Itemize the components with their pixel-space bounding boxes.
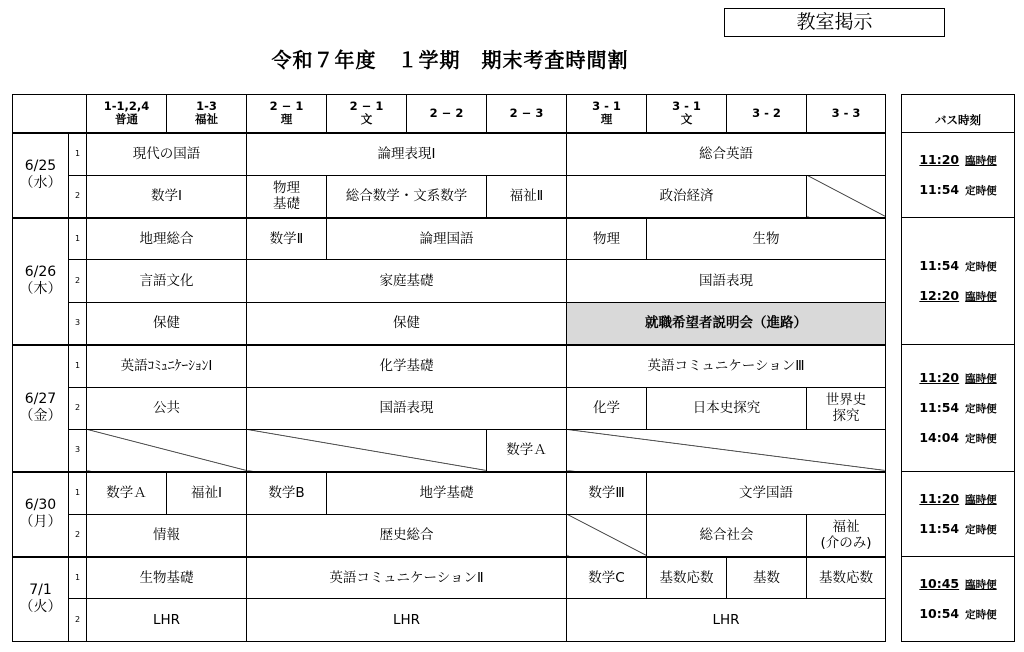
exam-subject: 政治経済	[567, 175, 807, 217]
exam-subject: 数学B	[247, 472, 327, 514]
exam-subject: 基数応数	[807, 557, 886, 599]
exam-subject: 生物	[647, 218, 886, 260]
page-title: 令和７年度 １学期 期末考査時間割	[271, 48, 629, 72]
day-row	[13, 345, 886, 387]
exam-subject: 論理国語	[327, 218, 567, 260]
exam-subject: 日本史探究	[647, 387, 807, 429]
notice-label: 教室掲示	[724, 8, 945, 37]
header-class-3-2: 3 - 2	[727, 95, 807, 133]
exam-subject: 数学Ａ	[487, 429, 567, 471]
day-date: 7/1 （火）	[13, 557, 69, 642]
period-number: 1	[69, 472, 87, 514]
bus-header: バス時刻	[902, 95, 1015, 133]
day-date: 6/25 （水）	[13, 133, 69, 218]
exam-subject: 数学Ａ	[87, 472, 167, 514]
empty-slot	[567, 429, 886, 471]
exam-subject: 数学Ⅲ	[567, 472, 647, 514]
period-row	[13, 514, 886, 556]
bus-times-day	[902, 345, 1015, 472]
exam-subject: 論理表現Ⅰ	[247, 133, 567, 175]
career-briefing-event: 就職希望者説明会（進路）	[567, 302, 886, 344]
period-row	[13, 429, 886, 471]
period-number: 2	[69, 599, 87, 642]
day-row	[13, 557, 886, 599]
header-class-2-1-humanities: 2 − 1 文	[327, 95, 407, 133]
header-class-2-3: 2 − 3	[487, 95, 567, 133]
exam-subject: 数学Ⅰ	[87, 175, 247, 217]
exam-subject: 福祉Ⅰ	[167, 472, 247, 514]
bus-times-day	[902, 472, 1015, 557]
exam-subject: 情報	[87, 514, 247, 556]
period-number: 1	[69, 133, 87, 175]
empty-slot	[247, 429, 487, 471]
bus-time-entry: 11:54 定時便	[919, 521, 997, 537]
empty-slot	[567, 514, 647, 556]
exam-subject: 保健	[87, 302, 247, 344]
day-date: 6/26 （木）	[13, 218, 69, 345]
period-row	[13, 302, 886, 344]
period-number: 1	[69, 557, 87, 599]
bus-time-entry: 11:54 定時便	[919, 400, 997, 416]
period-number: 2	[69, 175, 87, 217]
period-row	[13, 175, 886, 217]
exam-subject: 物理	[567, 218, 647, 260]
exam-subject: 基数応数	[647, 557, 727, 599]
exam-subject: 生物基礎	[87, 557, 247, 599]
period-row	[13, 599, 886, 642]
day-date: 6/30 （月）	[13, 472, 69, 557]
header-class-1-3: 1-3 福祉	[167, 95, 247, 133]
exam-subject: 数学Ⅱ	[247, 218, 327, 260]
exam-subject: 福祉Ⅱ	[487, 175, 567, 217]
header-row	[13, 95, 886, 133]
bus-schedule	[901, 94, 1015, 642]
exam-timetable	[12, 94, 886, 642]
period-number: 3	[69, 429, 87, 471]
period-number: 1	[69, 218, 87, 260]
empty-slot	[87, 429, 247, 471]
header-class-3-1-science: 3 - 1 理	[567, 95, 647, 133]
period-number: 2	[69, 260, 87, 302]
exam-subject: 文学国語	[647, 472, 886, 514]
exam-subject: 言語文化	[87, 260, 247, 302]
bus-time-entry: 11:20 臨時便	[919, 370, 997, 386]
exam-subject: 化学	[567, 387, 647, 429]
header-class-2-2: 2 − 2	[407, 95, 487, 133]
bus-times-day	[902, 133, 1015, 218]
header-corner	[13, 95, 87, 133]
bus-times-day	[902, 218, 1015, 345]
period-row	[13, 387, 886, 429]
bus-time-entry: 10:54 定時便	[919, 606, 997, 622]
empty-slot	[807, 175, 886, 217]
exam-subject: 国語表現	[567, 260, 886, 302]
day-row	[13, 218, 886, 260]
exam-subject: 現代の国語	[87, 133, 247, 175]
exam-subject: 公共	[87, 387, 247, 429]
bus-time-entry: 14:04 定時便	[919, 430, 997, 446]
period-number: 2	[69, 514, 87, 556]
exam-subject: 保健	[247, 302, 567, 344]
day-row	[13, 472, 886, 514]
exam-subject: 英語コミュニケーションⅢ	[567, 345, 886, 387]
day-row	[13, 133, 886, 175]
exam-subject: 歴史総合	[247, 514, 567, 556]
period-number: 2	[69, 387, 87, 429]
bus-time-entry: 11:20 臨時便	[919, 491, 997, 507]
exam-subject: 基数	[727, 557, 807, 599]
exam-subject: 地理総合	[87, 218, 247, 260]
day-date: 6/27 （金）	[13, 345, 69, 472]
exam-subject: 総合社会	[647, 514, 807, 556]
exam-subject: 総合英語	[567, 133, 886, 175]
exam-subject: 家庭基礎	[247, 260, 567, 302]
bus-time-entry: 12:20 臨時便	[919, 288, 997, 304]
bus-times-day	[902, 557, 1015, 642]
header-class-3-1-humanities: 3 - 1 文	[647, 95, 727, 133]
exam-subject: LHR	[87, 599, 247, 642]
exam-subject: 世界史 探究	[807, 387, 886, 429]
exam-subject: 英語ｺﾐｭﾆｹｰｼｮﾝⅠ	[87, 345, 247, 387]
exam-subject: LHR	[567, 599, 886, 642]
bus-time-entry: 10:45 臨時便	[919, 576, 997, 592]
header-class-1-124: 1-1,2,4 普通	[87, 95, 167, 133]
exam-subject: LHR	[247, 599, 567, 642]
header-class-2-1-science: 2 − 1 理	[247, 95, 327, 133]
exam-subject: 国語表現	[247, 387, 567, 429]
period-row	[13, 260, 886, 302]
period-number: 1	[69, 345, 87, 387]
exam-subject: 数学C	[567, 557, 647, 599]
period-number: 3	[69, 302, 87, 344]
exam-subject: 総合数学・文系数学	[327, 175, 487, 217]
exam-subject: 化学基礎	[247, 345, 567, 387]
exam-subject: 英語コミュニケーションⅡ	[247, 557, 567, 599]
exam-subject: 福祉 (介のみ)	[807, 514, 886, 556]
bus-time-entry: 11:54 定時便	[919, 182, 997, 198]
exam-subject: 物理 基礎	[247, 175, 327, 217]
exam-subject: 地学基礎	[327, 472, 567, 514]
bus-time-entry: 11:54 定時便	[919, 258, 997, 274]
header-class-3-3: 3 - 3	[807, 95, 886, 133]
bus-time-entry: 11:20 臨時便	[919, 152, 997, 168]
